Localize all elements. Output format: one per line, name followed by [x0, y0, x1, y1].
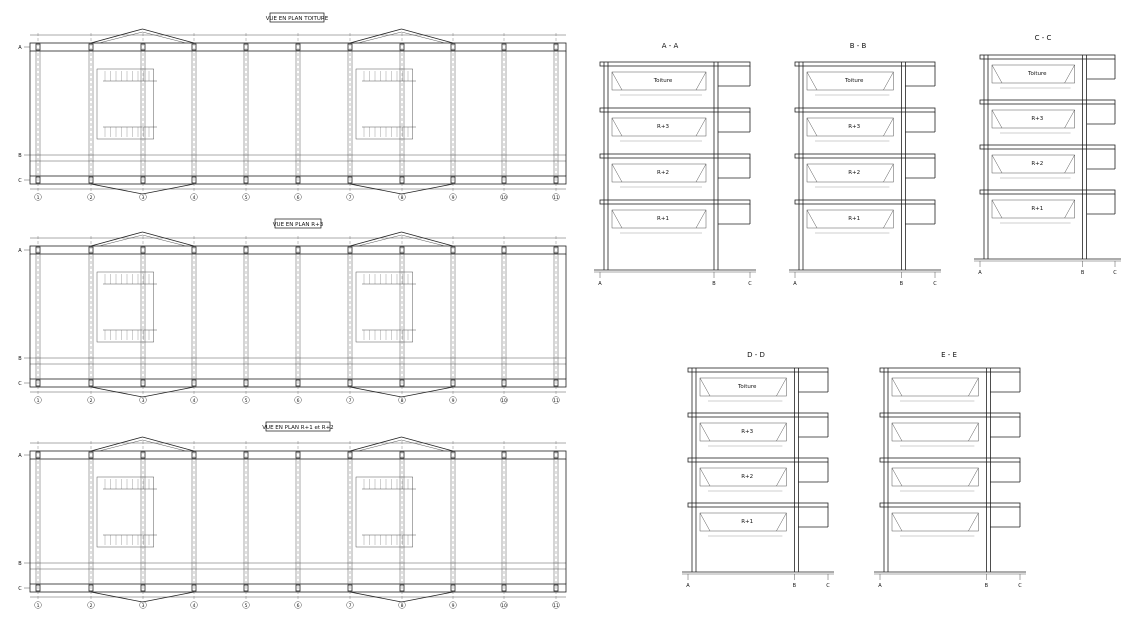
truss-diagonal: [358, 235, 402, 246]
slab: [980, 55, 1115, 59]
axis-label: A: [598, 281, 602, 287]
slab: [600, 108, 750, 112]
axis-label: 3: [141, 399, 145, 404]
haunch: [883, 118, 893, 136]
axis-label: A: [18, 453, 22, 459]
axis-label: 2: [89, 399, 93, 404]
plan-1: [18, 232, 566, 404]
level-label: Toiture: [737, 384, 757, 390]
axis-label: 7: [348, 196, 352, 201]
axis-label: A: [18, 248, 22, 254]
axis-label: C: [1018, 583, 1022, 589]
haunch: [968, 423, 978, 441]
level-label: R+3: [1031, 116, 1044, 122]
haunch: [968, 513, 978, 531]
axis-label: 11: [553, 604, 559, 609]
plan-2: [18, 437, 566, 609]
axis-label: B: [712, 281, 716, 287]
section-geometry: [594, 55, 1121, 589]
haunch: [992, 155, 1002, 173]
section-title: C - C: [1034, 34, 1052, 42]
axis-label: 6: [296, 196, 300, 201]
level-label: Toiture: [1028, 71, 1047, 77]
truss-diagonal: [143, 235, 187, 246]
haunch: [776, 378, 786, 396]
truss-diagonal: [99, 32, 143, 43]
slab: [980, 145, 1115, 149]
section-1: [789, 62, 941, 287]
truss-diagonal: [402, 437, 454, 451]
beam-detail: [892, 378, 978, 396]
plan-r1-r2: [262, 422, 333, 431]
haunch: [700, 423, 710, 441]
axis-label: B: [899, 281, 904, 287]
axis-label: B: [792, 583, 797, 589]
haunch: [968, 468, 978, 486]
level-label: R+3: [657, 124, 669, 130]
haunch: [776, 513, 786, 531]
level-label: R+2: [1031, 161, 1044, 167]
section-0: [594, 62, 756, 287]
plan-0: [18, 29, 566, 201]
level-label: R+2: [848, 170, 861, 176]
haunch: [807, 72, 817, 90]
haunch: [612, 164, 622, 182]
haunch: [612, 210, 622, 228]
slab: [795, 62, 935, 66]
level-label: R+1: [741, 519, 754, 525]
axis-label: 4: [192, 196, 196, 201]
level-label: R+3: [741, 429, 754, 435]
axis-label: C: [18, 178, 22, 184]
truss-diagonal: [99, 440, 143, 451]
axis-label: 1: [36, 196, 40, 201]
truss-diagonal: [143, 32, 187, 43]
truss-diagonal: [402, 32, 446, 43]
truss-diagonal: [358, 440, 402, 451]
truss-diagonal: [402, 29, 454, 43]
axis-label: B: [984, 583, 989, 589]
axis-label: 10: [501, 604, 507, 609]
truss-diagonal: [143, 437, 195, 451]
haunch: [700, 513, 710, 531]
axis-label: 1: [36, 604, 40, 609]
axis-label: 8: [400, 399, 404, 404]
haunch: [776, 423, 786, 441]
slab: [688, 458, 828, 462]
axis-label: 10: [501, 196, 507, 201]
axis-label: 5: [244, 399, 248, 404]
haunch: [883, 164, 893, 182]
beam-detail: [892, 468, 978, 486]
truss-diagonal: [99, 235, 143, 246]
haunch: [1065, 200, 1075, 218]
truss-diagonal: [91, 232, 143, 246]
truss-diagonal: [402, 440, 446, 451]
axis-label: B: [18, 153, 22, 159]
axis-label: 9: [451, 604, 455, 609]
slab: [795, 200, 935, 204]
level-label: R+1: [657, 216, 669, 222]
haunch: [696, 118, 706, 136]
section-title: E - E: [941, 351, 957, 359]
axis-label: 11: [553, 399, 559, 404]
slab: [688, 368, 828, 372]
axis-label: C: [18, 586, 22, 592]
axis-label: 4: [192, 604, 196, 609]
haunch: [807, 164, 817, 182]
axis-label: 5: [244, 196, 248, 201]
truss-diagonal: [91, 437, 143, 451]
haunch: [892, 513, 902, 531]
slab: [688, 413, 828, 417]
slab: [880, 368, 1020, 372]
plan-title: VUE EN PLAN TOITURE: [265, 16, 329, 22]
haunch: [696, 210, 706, 228]
haunch: [807, 210, 817, 228]
plan-toiture: [266, 13, 329, 22]
haunch: [696, 72, 706, 90]
axis-label: B: [18, 561, 22, 567]
section-title: D - D: [747, 351, 765, 359]
axis-label: A: [978, 270, 982, 276]
slab: [980, 100, 1115, 104]
haunch: [892, 468, 902, 486]
beam-detail: [892, 513, 978, 531]
truss-diagonal: [402, 232, 454, 246]
haunch: [700, 378, 710, 396]
truss-diagonal: [350, 29, 402, 43]
slab: [795, 154, 935, 158]
truss-diagonal: [143, 232, 195, 246]
axis-label: A: [18, 45, 22, 51]
axis-label: B: [18, 356, 22, 362]
slab: [600, 154, 750, 158]
slab: [600, 200, 750, 204]
axis-label: 7: [348, 399, 352, 404]
haunch: [612, 118, 622, 136]
axis-label: 10: [501, 399, 507, 404]
axis-label: 6: [296, 399, 300, 404]
section-title: A - A: [661, 42, 679, 50]
axis-label: 8: [400, 604, 404, 609]
axis-label: A: [686, 583, 690, 589]
axis-label: A: [878, 583, 882, 589]
axis-label: 5: [244, 604, 248, 609]
truss-diagonal: [143, 440, 187, 451]
haunch: [696, 164, 706, 182]
slab: [880, 503, 1020, 507]
section-title: B - B: [849, 42, 867, 50]
plan-title: VUE EN PLAN R+3: [272, 222, 324, 228]
axis-label: 2: [89, 196, 93, 201]
level-label: R+2: [741, 474, 754, 480]
axis-label: 6: [296, 604, 300, 609]
axis-label: 3: [141, 604, 145, 609]
haunch: [1065, 110, 1075, 128]
level-label: R+1: [1031, 206, 1044, 212]
level-label: R+3: [848, 124, 861, 130]
slab: [880, 458, 1020, 462]
section-4: [874, 368, 1026, 589]
truss-diagonal: [350, 232, 402, 246]
haunch: [968, 378, 978, 396]
haunch: [1065, 65, 1075, 83]
plan-title: VUE EN PLAN R+1 et R+2: [262, 425, 334, 431]
axis-label: C: [18, 381, 22, 387]
axis-label: C: [933, 281, 937, 287]
axis-label: C: [748, 281, 752, 287]
axis-label: 9: [451, 399, 455, 404]
slab: [980, 190, 1115, 194]
slab: [688, 503, 828, 507]
slab: [600, 62, 750, 66]
haunch: [892, 378, 902, 396]
axis-label: 8: [400, 196, 404, 201]
haunch: [612, 72, 622, 90]
axis-label: 7: [348, 604, 352, 609]
truss-diagonal: [350, 437, 402, 451]
haunch: [992, 110, 1002, 128]
axis-label: 9: [451, 196, 455, 201]
truss-diagonal: [358, 32, 402, 43]
beam-detail: [892, 423, 978, 441]
level-label: R+1: [848, 216, 861, 222]
haunch: [892, 423, 902, 441]
axis-label: B: [1080, 270, 1085, 276]
level-label: Toiture: [844, 78, 864, 84]
haunch: [883, 72, 893, 90]
level-label: Toiture: [653, 78, 673, 84]
haunch: [883, 210, 893, 228]
haunch: [807, 118, 817, 136]
axis-label: C: [826, 583, 830, 589]
truss-diagonal: [402, 235, 446, 246]
truss-diagonal: [91, 29, 143, 43]
slab: [880, 413, 1020, 417]
axis-label: 11: [553, 196, 559, 201]
plan-r3: [273, 219, 324, 228]
axis-label: 4: [192, 399, 196, 404]
slab: [795, 108, 935, 112]
axis-label: 1: [36, 399, 40, 404]
axis-label: A: [793, 281, 797, 287]
plan-geometry: [18, 29, 566, 609]
section-3: [682, 368, 834, 589]
haunch: [992, 65, 1002, 83]
haunch: [1065, 155, 1075, 173]
level-label: R+2: [657, 170, 669, 176]
axis-label: 2: [89, 604, 93, 609]
haunch: [700, 468, 710, 486]
haunch: [992, 200, 1002, 218]
section-2: [974, 55, 1121, 276]
axis-label: C: [1113, 270, 1117, 276]
axis-label: 3: [141, 196, 145, 201]
truss-diagonal: [143, 29, 195, 43]
haunch: [776, 468, 786, 486]
